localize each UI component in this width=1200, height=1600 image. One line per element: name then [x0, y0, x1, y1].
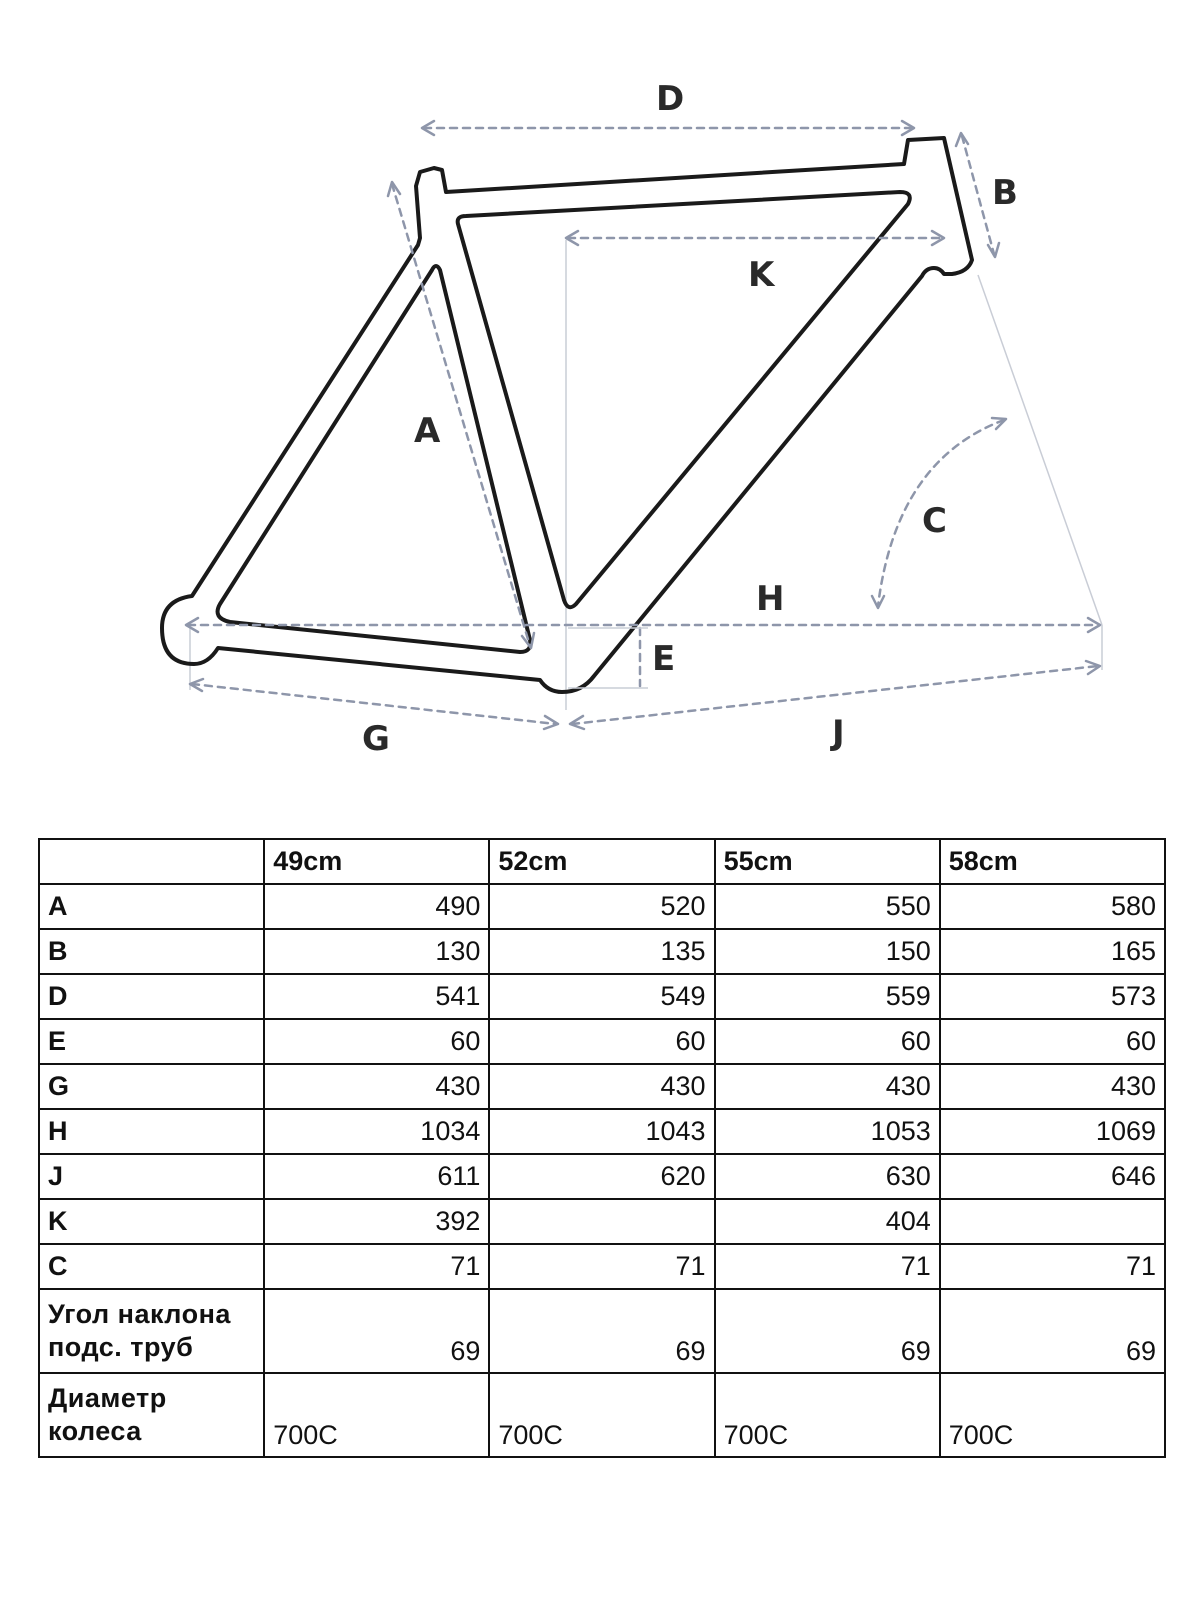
table-cell: 559 [715, 974, 940, 1019]
head-angle-guide [978, 275, 1102, 625]
table-row [39, 1199, 1165, 1244]
table-cell: 700C [264, 1373, 489, 1457]
table-row [39, 1019, 1165, 1064]
table-cell: 630 [715, 1154, 940, 1199]
header-cell-size: 58cm [940, 839, 1165, 884]
label-h: H [756, 579, 785, 619]
row-label: J [39, 1154, 264, 1199]
main-triangle-inner [458, 192, 910, 607]
table-cell: 130 [264, 929, 489, 974]
table-cell: 550 [715, 884, 940, 929]
table-cell: 60 [489, 1019, 714, 1064]
table-cell: 69 [940, 1289, 1165, 1373]
row-label: H [39, 1109, 264, 1154]
table-row [39, 1373, 1165, 1457]
table-cell: 520 [489, 884, 714, 929]
table-cell: 700C [715, 1373, 940, 1457]
table-cell: 69 [715, 1289, 940, 1373]
table-row [39, 1154, 1165, 1199]
geometry-table [38, 838, 1166, 1458]
table-cell: 69 [489, 1289, 714, 1373]
header-cell-size: 55cm [715, 839, 940, 884]
table-cell: 620 [489, 1154, 714, 1199]
header-cell-corner [39, 839, 264, 884]
table-cell: 135 [489, 929, 714, 974]
table-cell: 646 [940, 1154, 1165, 1199]
table-row [39, 1244, 1165, 1289]
table-cell [489, 1199, 714, 1244]
header-cell-size: 52cm [489, 839, 714, 884]
table-cell: 150 [715, 929, 940, 974]
table-header-row [39, 839, 1165, 884]
table-cell: 490 [264, 884, 489, 929]
table-cell: 700C [489, 1373, 714, 1457]
table-row [39, 1064, 1165, 1109]
table-cell: 165 [940, 929, 1165, 974]
dim-arrow-c-top [992, 418, 1006, 429]
table-cell: 430 [489, 1064, 714, 1109]
table-cell: 60 [715, 1019, 940, 1064]
table-cell: 700C [940, 1373, 1165, 1457]
table-cell: 392 [264, 1199, 489, 1244]
table-cell: 430 [264, 1064, 489, 1109]
label-a: A [414, 411, 441, 451]
table-cell: 60 [940, 1019, 1165, 1064]
table-cell: 1043 [489, 1109, 714, 1154]
table-cell: 71 [264, 1244, 489, 1289]
table-cell: 60 [264, 1019, 489, 1064]
table-cell: 541 [264, 974, 489, 1019]
label-e: E [652, 639, 676, 679]
table-cell: 69 [264, 1289, 489, 1373]
table-row [39, 1289, 1165, 1373]
row-label: D [39, 974, 264, 1019]
table-cell: 71 [940, 1244, 1165, 1289]
label-k: K [748, 255, 775, 295]
table-cell: 71 [489, 1244, 714, 1289]
dimension-labels [362, 79, 1018, 759]
row-label: C [39, 1244, 264, 1289]
row-label: Диаметр колеса [39, 1373, 264, 1457]
table-cell: 580 [940, 884, 1165, 929]
table-cell [940, 1199, 1165, 1244]
frame-geometry-diagram [0, 0, 1200, 790]
table-cell: 1069 [940, 1109, 1165, 1154]
table-cell: 549 [489, 974, 714, 1019]
label-b: B [992, 173, 1018, 213]
frame-outer-contour [162, 138, 972, 692]
table-cell: 430 [940, 1064, 1165, 1109]
guide-lines [190, 240, 1102, 710]
dim-line-a [392, 184, 530, 646]
label-g: G [362, 719, 390, 759]
label-j: J [832, 713, 845, 753]
row-label: A [39, 884, 264, 929]
row-label: E [39, 1019, 264, 1064]
row-label: K [39, 1199, 264, 1244]
table-cell: 611 [264, 1154, 489, 1199]
label-d: D [656, 79, 685, 119]
label-c: C [922, 501, 947, 541]
dim-line-g [192, 684, 556, 724]
row-label: B [39, 929, 264, 974]
row-label: G [39, 1064, 264, 1109]
table-cell: 1034 [264, 1109, 489, 1154]
row-label: Угол наклона подс. труб [39, 1289, 264, 1373]
table-row [39, 884, 1165, 929]
rear-triangle-inner [218, 266, 531, 652]
bike-frame [162, 138, 972, 692]
table-cell: 1053 [715, 1109, 940, 1154]
table-row [39, 974, 1165, 1019]
table-cell: 573 [940, 974, 1165, 1019]
table-cell: 71 [715, 1244, 940, 1289]
table-cell: 404 [715, 1199, 940, 1244]
table-cell: 430 [715, 1064, 940, 1109]
header-cell-size: 49cm [264, 839, 489, 884]
table-row [39, 929, 1165, 974]
table-row [39, 1109, 1165, 1154]
